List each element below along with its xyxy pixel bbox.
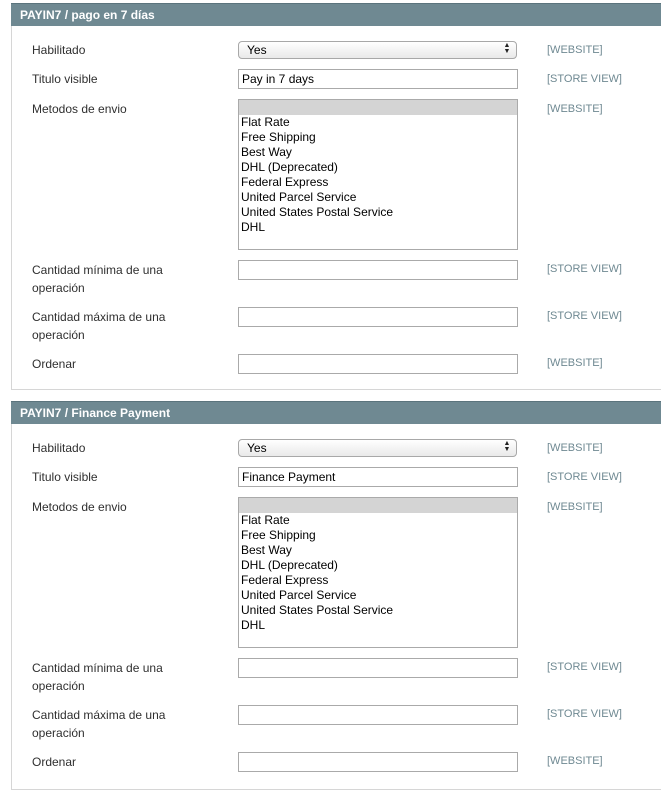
list-item[interactable]: DHL [241, 220, 266, 234]
max-scope: [STORE VIEW] [547, 310, 622, 322]
shipping-scope: [WEBSITE] [547, 103, 603, 115]
order-scope: [WEBSITE] [547, 755, 603, 767]
title-label: Titulo visible [32, 72, 98, 86]
min-amount-input[interactable] [238, 658, 518, 678]
enabled-select-value: Yes [247, 43, 267, 57]
max-label-line2: operación [32, 726, 85, 740]
order-input[interactable] [238, 752, 518, 772]
shipping-label: Metodos de envio [32, 102, 127, 116]
max-label-line1: Cantidad máxima de una [32, 310, 166, 324]
order-input[interactable] [238, 354, 518, 374]
enabled-select[interactable] [238, 439, 517, 457]
title-scope: [STORE VIEW] [547, 471, 622, 483]
section-pago-7-dias [11, 3, 661, 390]
enabled-scope: [WEBSITE] [547, 44, 603, 56]
title-input[interactable]: Finance Payment [238, 467, 518, 487]
order-label: Ordenar [32, 357, 77, 371]
list-item[interactable]: DHL (Deprecated) [241, 160, 338, 174]
list-item[interactable]: Federal Express [241, 175, 329, 189]
enabled-scope: [WEBSITE] [547, 442, 603, 454]
enabled-select[interactable] [238, 41, 517, 59]
list-item[interactable]: United States Postal Service [241, 205, 394, 219]
enabled-select-value: Yes [247, 441, 267, 455]
section-title[interactable]: PAYIN7 / pago en 7 días [11, 3, 661, 26]
max-label-line2: operación [32, 328, 85, 342]
list-item[interactable]: Best Way [241, 145, 292, 159]
min-label-line1: Cantidad mínima de una [32, 661, 163, 675]
list-item[interactable]: Free Shipping [241, 528, 316, 542]
list-item[interactable]: Flat Rate [241, 115, 290, 129]
title-scope: [STORE VIEW] [547, 73, 622, 85]
section-finance-payment [11, 401, 661, 790]
shipping-multiselect[interactable] [238, 99, 518, 250]
max-label-line1: Cantidad máxima de una [32, 708, 166, 722]
enabled-label: Habilitado [32, 43, 86, 57]
order-scope: [WEBSITE] [547, 357, 603, 369]
section-body [11, 26, 661, 390]
updown-arrows-icon: ▲ ▼ [503, 42, 511, 55]
list-item-empty[interactable] [239, 498, 517, 513]
updown-arrows-icon: ▲ ▼ [503, 440, 511, 453]
title-input[interactable]: Pay in 7 days [238, 69, 518, 89]
list-item[interactable]: Flat Rate [241, 513, 290, 527]
section-body [11, 424, 661, 790]
list-item[interactable]: Best Way [241, 543, 292, 557]
section-title[interactable]: PAYIN7 / Finance Payment [11, 401, 661, 424]
list-item-empty[interactable] [239, 100, 517, 115]
min-amount-input[interactable] [238, 260, 518, 280]
list-item[interactable]: Free Shipping [241, 130, 316, 144]
list-item[interactable]: DHL (Deprecated) [241, 558, 338, 572]
shipping-scope: [WEBSITE] [547, 501, 603, 513]
title-label: Titulo visible [32, 470, 98, 484]
shipping-multiselect[interactable] [238, 497, 518, 648]
list-item[interactable]: United States Postal Service [241, 603, 394, 617]
min-label-line2: operación [32, 281, 85, 295]
list-item[interactable]: DHL [241, 618, 266, 632]
min-label-line2: operación [32, 679, 85, 693]
list-item[interactable]: Federal Express [241, 573, 329, 587]
min-label-line1: Cantidad mínima de una [32, 263, 163, 277]
list-item[interactable]: United Parcel Service [241, 588, 357, 602]
enabled-label: Habilitado [32, 441, 86, 455]
min-scope: [STORE VIEW] [547, 661, 622, 673]
min-scope: [STORE VIEW] [547, 263, 622, 275]
shipping-label: Metodos de envio [32, 500, 127, 514]
max-amount-input[interactable] [238, 705, 518, 725]
max-scope: [STORE VIEW] [547, 708, 622, 720]
list-item[interactable]: United Parcel Service [241, 190, 357, 204]
max-amount-input[interactable] [238, 307, 518, 327]
order-label: Ordenar [32, 755, 77, 769]
